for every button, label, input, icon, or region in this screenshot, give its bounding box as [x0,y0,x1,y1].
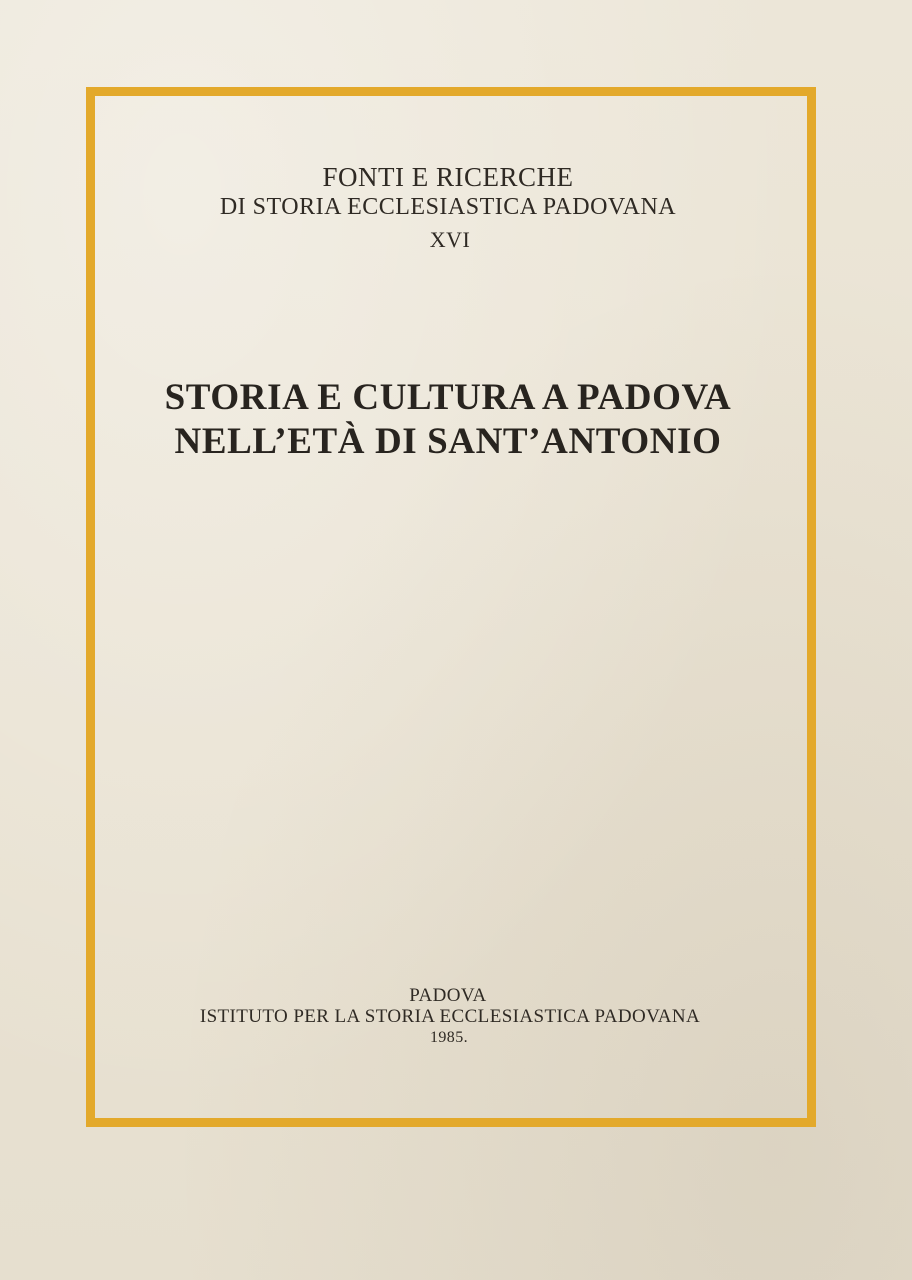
imprint-publisher: ISTITUTO PER LA STORIA ECCLESIASTICA PADOVANA [199,1006,701,1027]
imprint-city: PADOVA [409,985,487,1006]
series-subtitle: DI STORIA ECCLESIASTICA PADOVANA [219,194,677,220]
series-volume-number: XVI [429,227,471,252]
imprint-year: 1985. [430,1029,468,1046]
series-title: FONTI E RICERCHE [322,162,574,192]
book-title-line-1: STORIA E CULTURA A PADOVA [164,377,732,418]
book-title-line-2: NELL’ETÀ DI SANT’ANTONIO [174,421,722,462]
